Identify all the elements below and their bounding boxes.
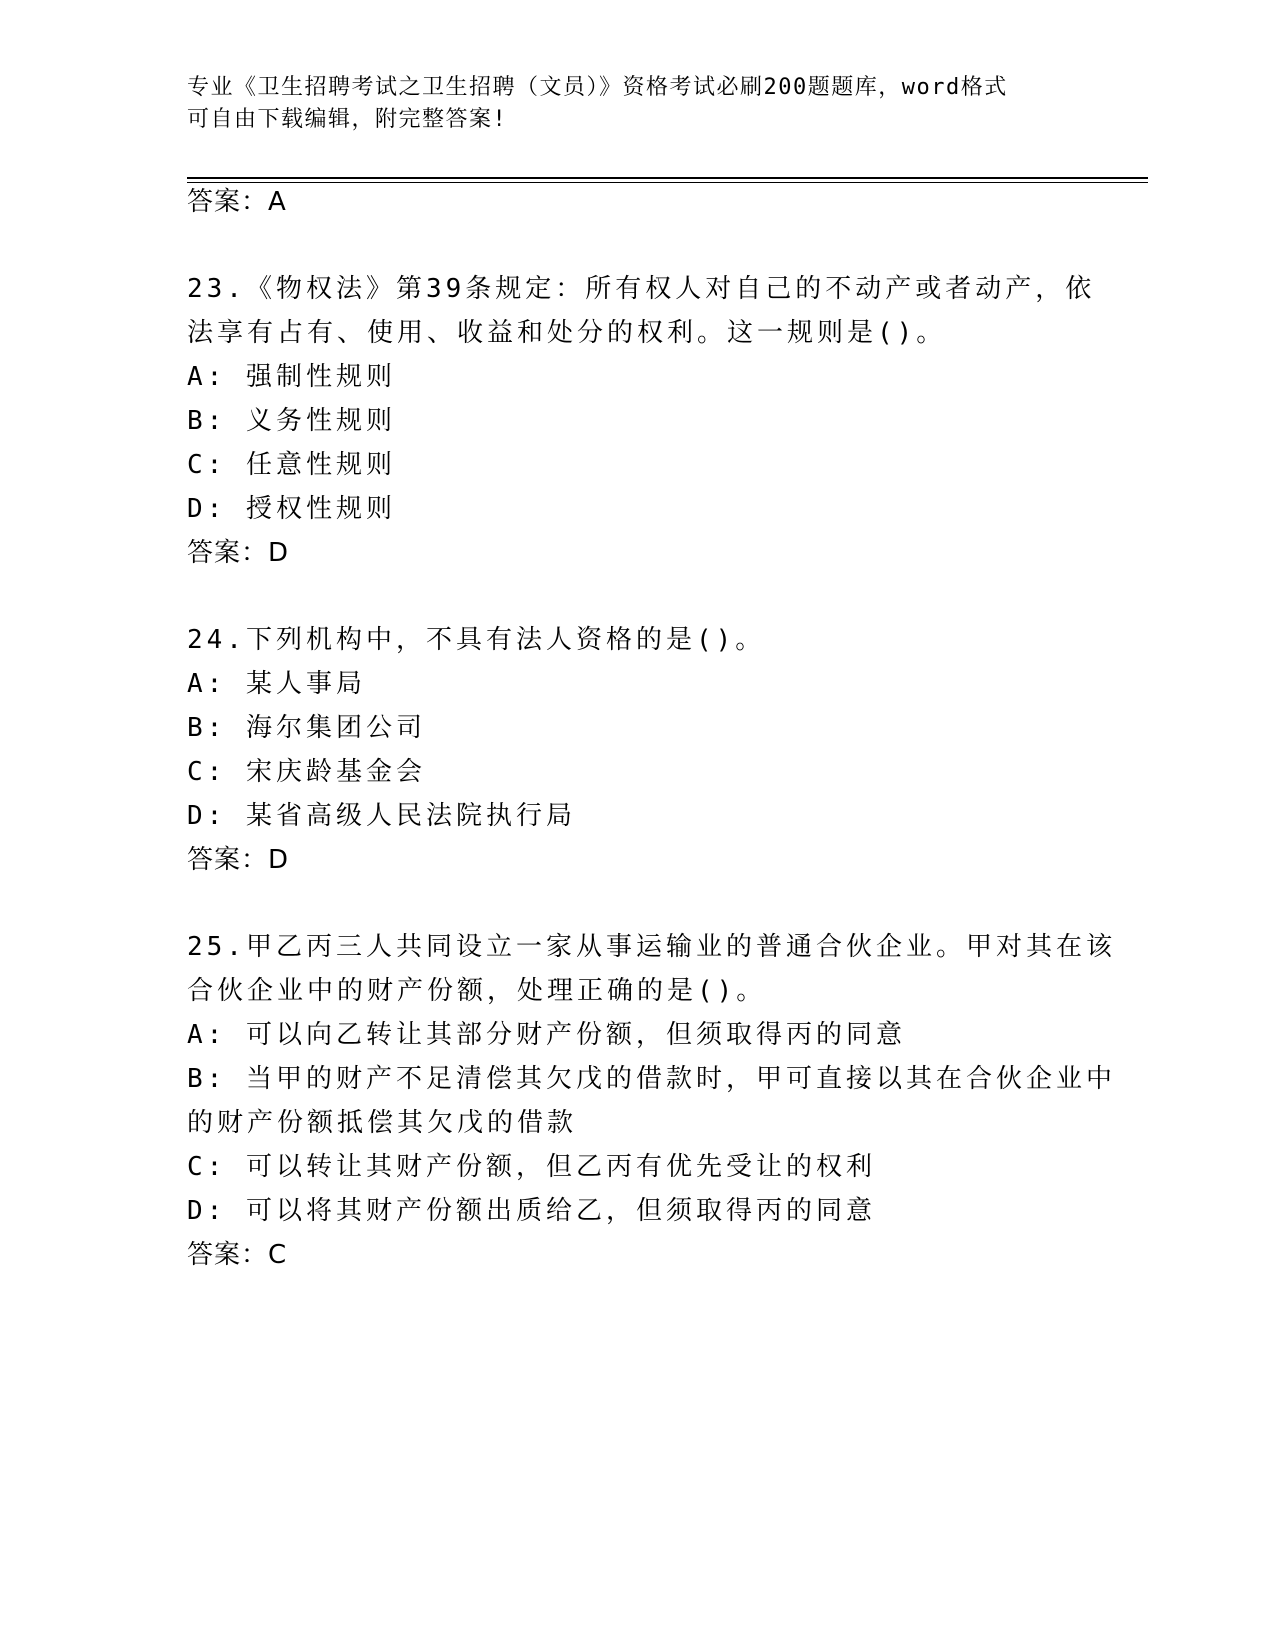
- question-24-option-c: C: 宋庆龄基金会: [187, 757, 426, 787]
- question-25-option-b-continued: 的财产份额抵偿其欠戊的借款: [187, 1108, 578, 1138]
- question-25-option-b: B: 当甲的财产不足清偿其欠戊的借款时，甲可直接以其在合伙企业中: [187, 1064, 1116, 1094]
- header-divider-thick: [187, 177, 1148, 179]
- page-header: [187, 72, 1067, 136]
- question-24-answer: 答案：D: [187, 845, 290, 875]
- question-23-option-d: D: 授权性规则: [187, 494, 396, 524]
- question-23-answer: 答案：D: [187, 538, 290, 568]
- question-25-option-a: A: 可以向乙转让其部分财产份额，但须取得丙的同意: [187, 1020, 906, 1050]
- question-25-option-c: C: 可以转让其财产份额，但乙丙有优先受让的权利: [187, 1152, 876, 1182]
- question-24-stem-line-1: 24.下列机构中，不具有法人资格的是()。: [187, 625, 766, 655]
- question-25-answer: 答案：C: [187, 1240, 288, 1270]
- question-23-stem-line-1: 23.《物权法》第39条规定：所有权人对自己的不动产或者动产，依: [187, 274, 1096, 304]
- header-line-1: 专业《卫生招聘考试之卫生招聘（文员）》资格考试必刷200题题库，word格式: [187, 75, 1008, 100]
- question-23-option-c: C: 任意性规则: [187, 450, 396, 480]
- header-line-2: 可自由下载编辑，附完整答案!: [187, 107, 508, 132]
- question-25-stem-line-1: 25.甲乙丙三人共同设立一家从事运输业的普通合伙企业。甲对其在该: [187, 932, 1116, 962]
- header-divider-thin: [187, 182, 1148, 183]
- question-25-stem-line-2: 合伙企业中的财产份额，处理正确的是()。: [187, 976, 767, 1006]
- question-24-option-d: D: 某省高级人民法院执行局: [187, 801, 576, 831]
- question-24-option-a: A: 某人事局: [187, 669, 366, 699]
- question-23-option-a: A: 强制性规则: [187, 362, 396, 392]
- question-23-stem-line-2: 法享有占有、使用、收益和处分的权利。这一规则是()。: [187, 318, 947, 348]
- answer-line: 答案：A: [187, 187, 287, 217]
- question-25-option-d: D: 可以将其财产份额出质给乙，但须取得丙的同意: [187, 1196, 876, 1226]
- question-23-option-b: B: 义务性规则: [187, 406, 396, 436]
- question-24-option-b: B: 海尔集团公司: [187, 713, 426, 743]
